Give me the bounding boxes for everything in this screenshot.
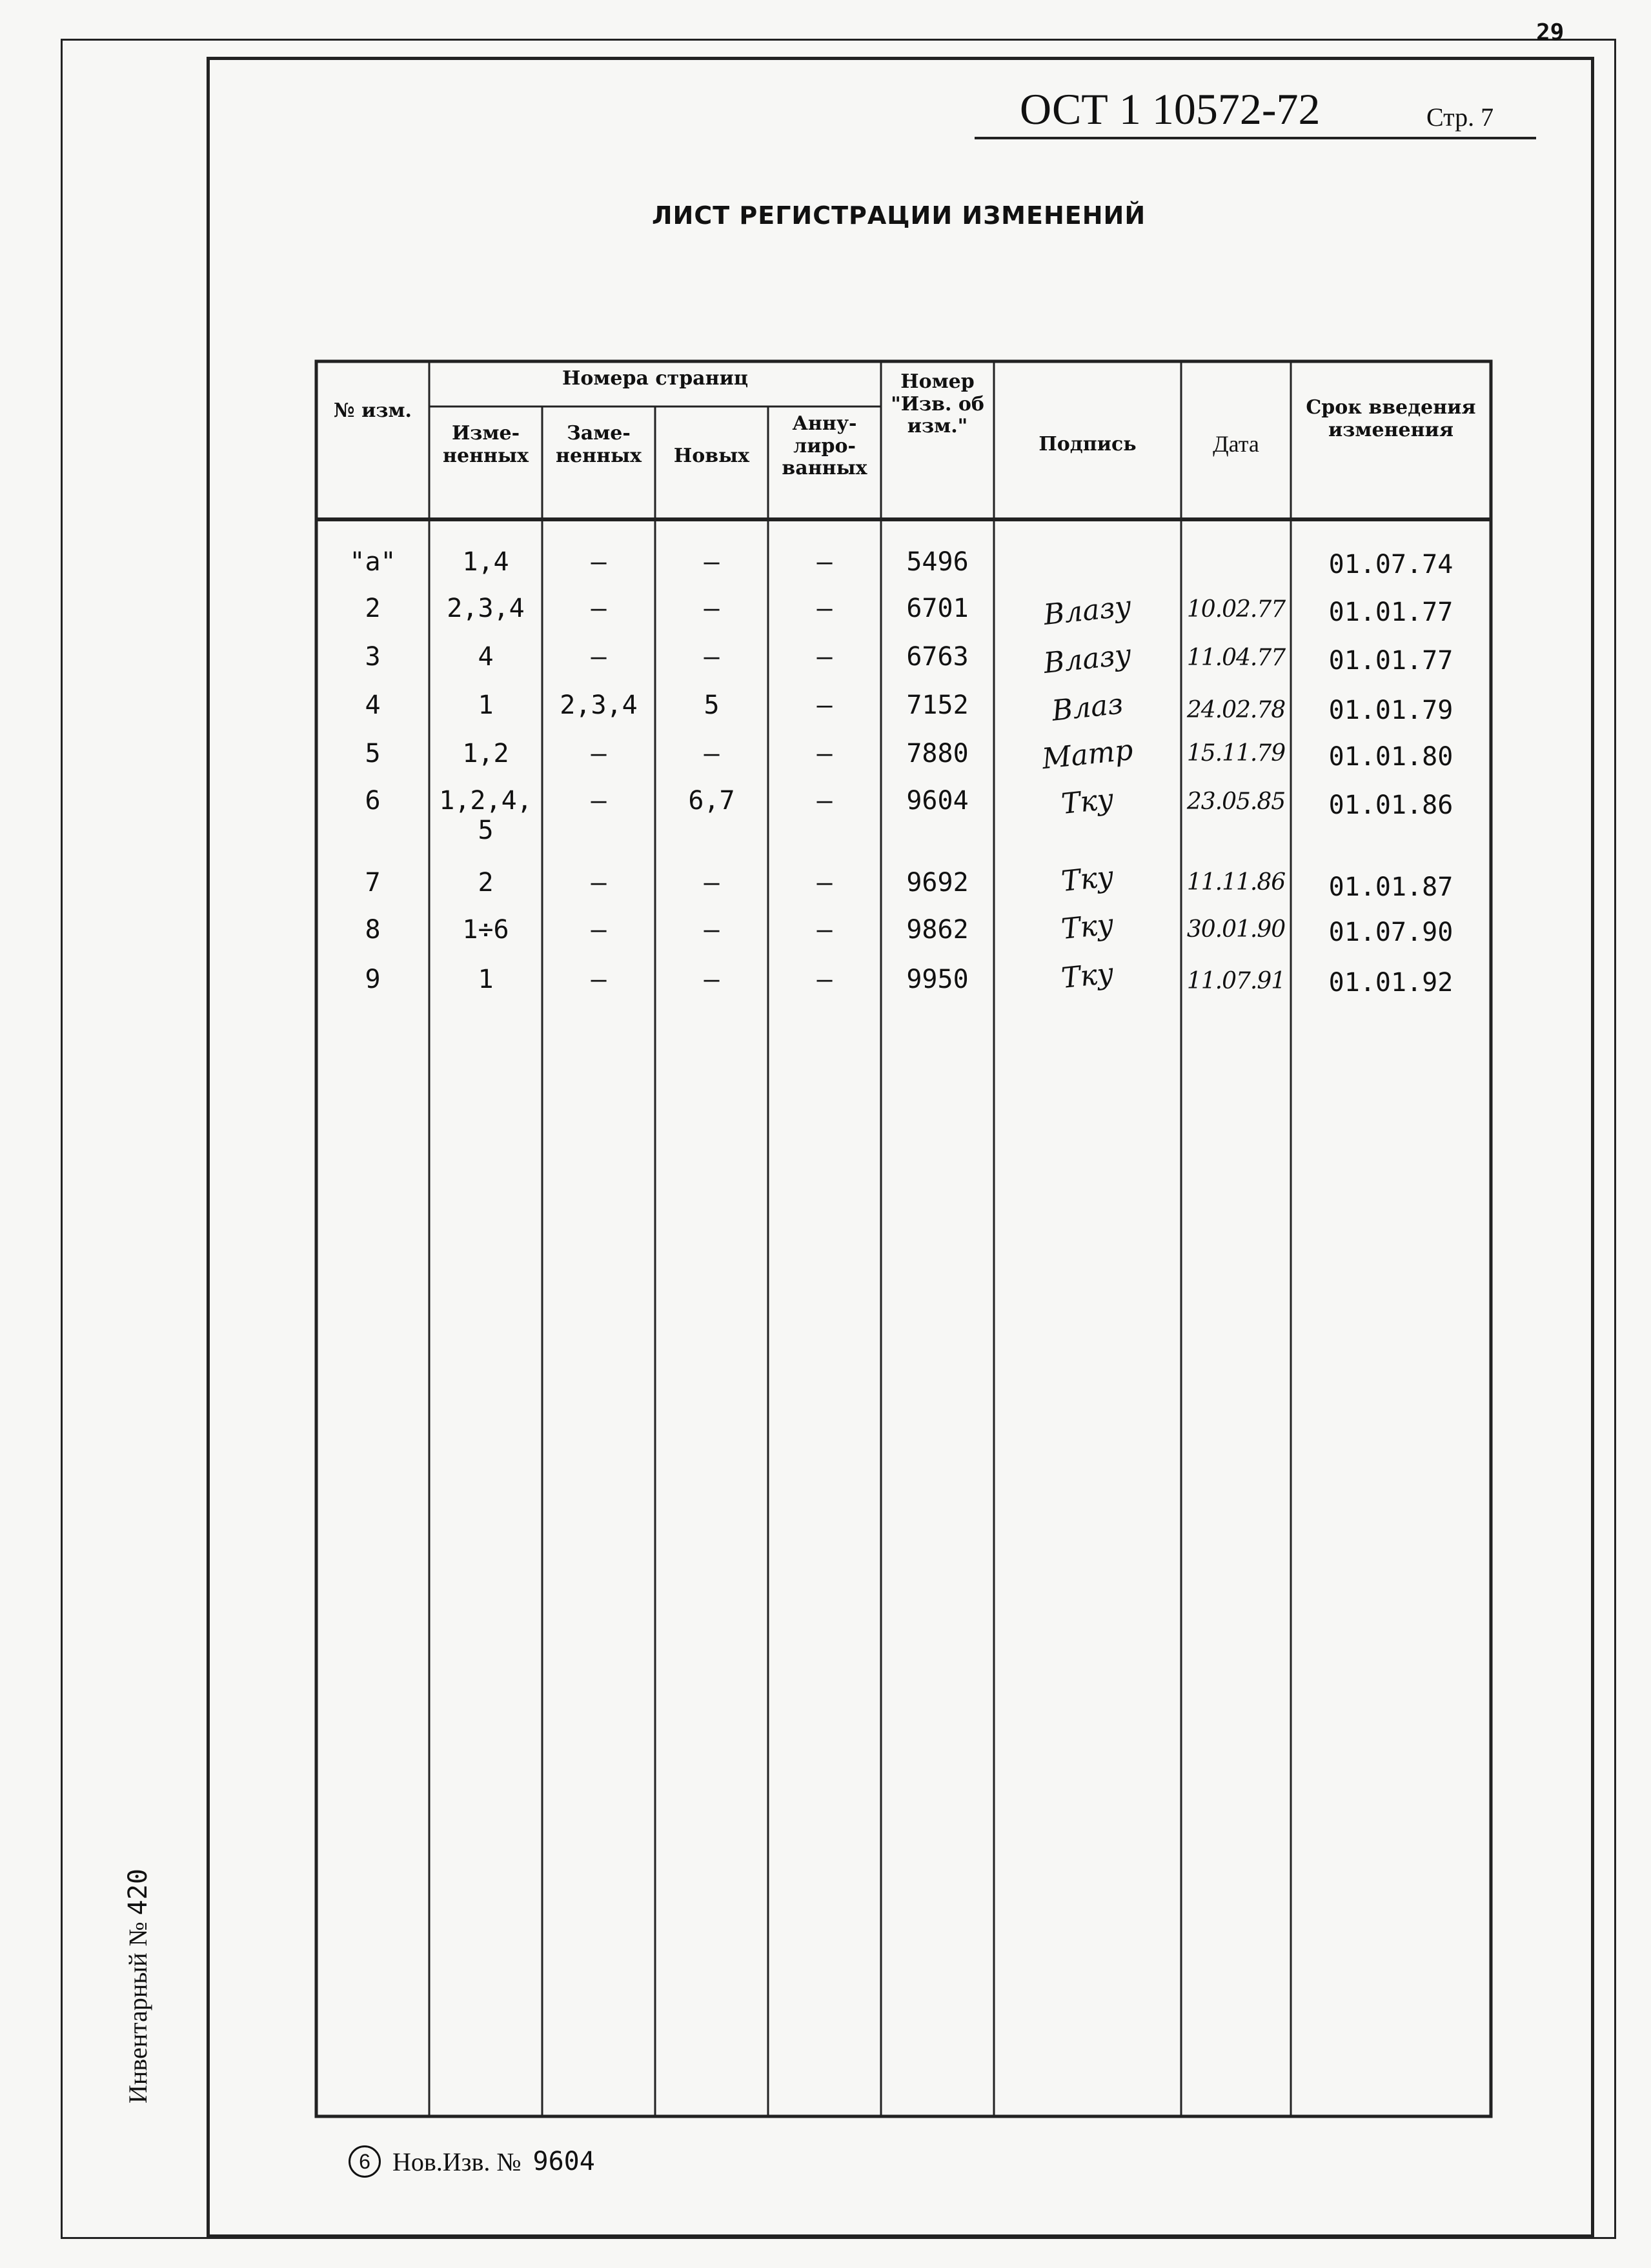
header-signature: Подпись <box>1038 433 1137 456</box>
row-1-notice: 5496 <box>906 547 969 577</box>
row-3-new: – <box>704 642 720 672</box>
row-1-effective: 01.07.74 <box>1328 550 1453 579</box>
row-4-notice: 7152 <box>906 690 969 720</box>
row-9-replaced: – <box>591 965 607 994</box>
row-8-new: – <box>704 915 720 945</box>
row-7-date: 11.11.86 <box>1186 869 1286 896</box>
row-4-annulled: – <box>816 690 833 720</box>
row-6-annulled: – <box>816 786 833 816</box>
header-effective: Срок введения изменения <box>1306 396 1476 441</box>
row-7-replaced: – <box>591 868 607 898</box>
row-8-annulled: – <box>816 915 833 945</box>
row-3-notice: 6763 <box>906 642 969 672</box>
row-6-date: 23.05.85 <box>1186 788 1286 815</box>
row-2-date: 10.02.77 <box>1186 596 1286 623</box>
row-6-replaced: – <box>591 786 607 816</box>
row-4-date: 24.02.78 <box>1186 697 1286 723</box>
row-2-annulled: – <box>816 594 833 623</box>
row-4-replaced: 2,3,4 <box>560 690 638 720</box>
row-8-date: 30.01.90 <box>1186 916 1286 943</box>
row-3-replaced: – <box>591 642 607 672</box>
row-4-changed: 1 <box>478 690 494 720</box>
row-7-notice: 9692 <box>906 868 969 898</box>
row-6-signature: Тку <box>1059 782 1115 821</box>
row-6-new: 6,7 <box>688 786 735 816</box>
row-6-no: 6 <box>365 786 381 816</box>
row-8-changed: 1÷6 <box>462 915 509 945</box>
inventory-number: 420 <box>123 1869 153 1916</box>
header-change-no: № изм. <box>334 399 412 422</box>
row-8-no: 8 <box>365 915 381 945</box>
row-5-notice: 7880 <box>906 739 969 768</box>
row-2-replaced: – <box>591 594 607 623</box>
circled-number: 6 <box>349 2145 381 2178</box>
row-1-no: "а" <box>349 547 396 577</box>
row-8-notice: 9862 <box>906 915 969 945</box>
row-9-changed: 1 <box>478 965 494 994</box>
row-1-new: – <box>704 547 720 577</box>
row-5-replaced: – <box>591 739 607 768</box>
row-5-signature: Матр <box>1040 733 1135 776</box>
row-9-notice: 9950 <box>906 965 969 994</box>
row-9-signature: Тку <box>1059 956 1115 996</box>
page-label: Стр. 7 <box>1426 103 1494 132</box>
row-1-changed: 1,4 <box>462 547 509 577</box>
row-8-effective: 01.07.90 <box>1328 918 1453 947</box>
header-changed: Изме- ненных <box>443 422 529 467</box>
row-2-effective: 01.01.77 <box>1328 597 1453 627</box>
row-3-no: 3 <box>365 642 381 672</box>
sheet-number: 29 <box>1536 19 1565 46</box>
row-7-annulled: – <box>816 868 833 898</box>
row-4-signature: Влаз <box>1050 687 1125 728</box>
row-7-changed: 2 <box>478 868 494 898</box>
row-6-notice: 9604 <box>906 786 969 816</box>
header-new: Новых <box>673 445 750 467</box>
row-1-annulled: – <box>816 547 833 577</box>
row-6-effective: 01.01.86 <box>1328 790 1453 820</box>
row-4-new: 5 <box>704 690 720 720</box>
row-3-annulled: – <box>816 642 833 672</box>
row-8-replaced: – <box>591 915 607 945</box>
row-7-no: 7 <box>365 868 381 898</box>
header-notice-no: Номер "Изв. об изм." <box>891 370 984 437</box>
inventory-label: Инвентарный № <box>123 1922 152 2103</box>
row-2-no: 2 <box>365 594 381 623</box>
row-3-date: 11.04.77 <box>1186 645 1286 671</box>
row-5-changed: 1,2 <box>462 739 509 768</box>
row-2-new: – <box>704 594 720 623</box>
row-6-changed: 1,2,4, 5 <box>439 786 532 845</box>
row-9-no: 9 <box>365 965 381 994</box>
row-7-new: – <box>704 868 720 898</box>
row-2-signature: Влазу <box>1042 590 1133 632</box>
footer-note-number: 9604 <box>532 2147 595 2176</box>
row-9-date: 11.07.91 <box>1186 968 1286 994</box>
footer-note <box>349 2145 595 2178</box>
row-3-signature: Влазу <box>1042 638 1133 680</box>
row-8-signature: Тку <box>1059 907 1115 947</box>
header-page-numbers: Номера страниц <box>562 367 748 390</box>
row-4-effective: 01.01.79 <box>1328 696 1453 725</box>
row-5-date: 15.11.79 <box>1186 740 1286 767</box>
row-3-changed: 4 <box>478 642 494 672</box>
header-date: Дата <box>1213 431 1259 457</box>
header-replaced: Заме- ненных <box>556 422 642 467</box>
row-4-no: 4 <box>365 690 381 720</box>
row-5-no: 5 <box>365 739 381 768</box>
standard-code: ОСТ 1 10572-72 <box>1020 85 1321 134</box>
row-5-effective: 01.01.80 <box>1328 742 1453 772</box>
row-2-changed: 2,3,4 <box>447 594 525 623</box>
row-7-effective: 01.01.87 <box>1328 872 1453 902</box>
row-9-annulled: – <box>816 965 833 994</box>
row-5-annulled: – <box>816 739 833 768</box>
row-7-signature: Тку <box>1059 859 1115 899</box>
header-annulled: Анну- лиро- ванных <box>782 412 867 479</box>
footer-note-label: Нов.Изв. № <box>392 2147 522 2176</box>
row-2-notice: 6701 <box>906 594 969 623</box>
document-title: ЛИСТ РЕГИСТРАЦИИ ИЗМЕНЕНИЙ <box>652 201 1146 230</box>
row-3-effective: 01.01.77 <box>1328 646 1453 676</box>
row-9-effective: 01.01.92 <box>1328 968 1453 998</box>
row-5-new: – <box>704 739 720 768</box>
row-9-new: – <box>704 965 720 994</box>
row-1-replaced: – <box>591 547 607 577</box>
